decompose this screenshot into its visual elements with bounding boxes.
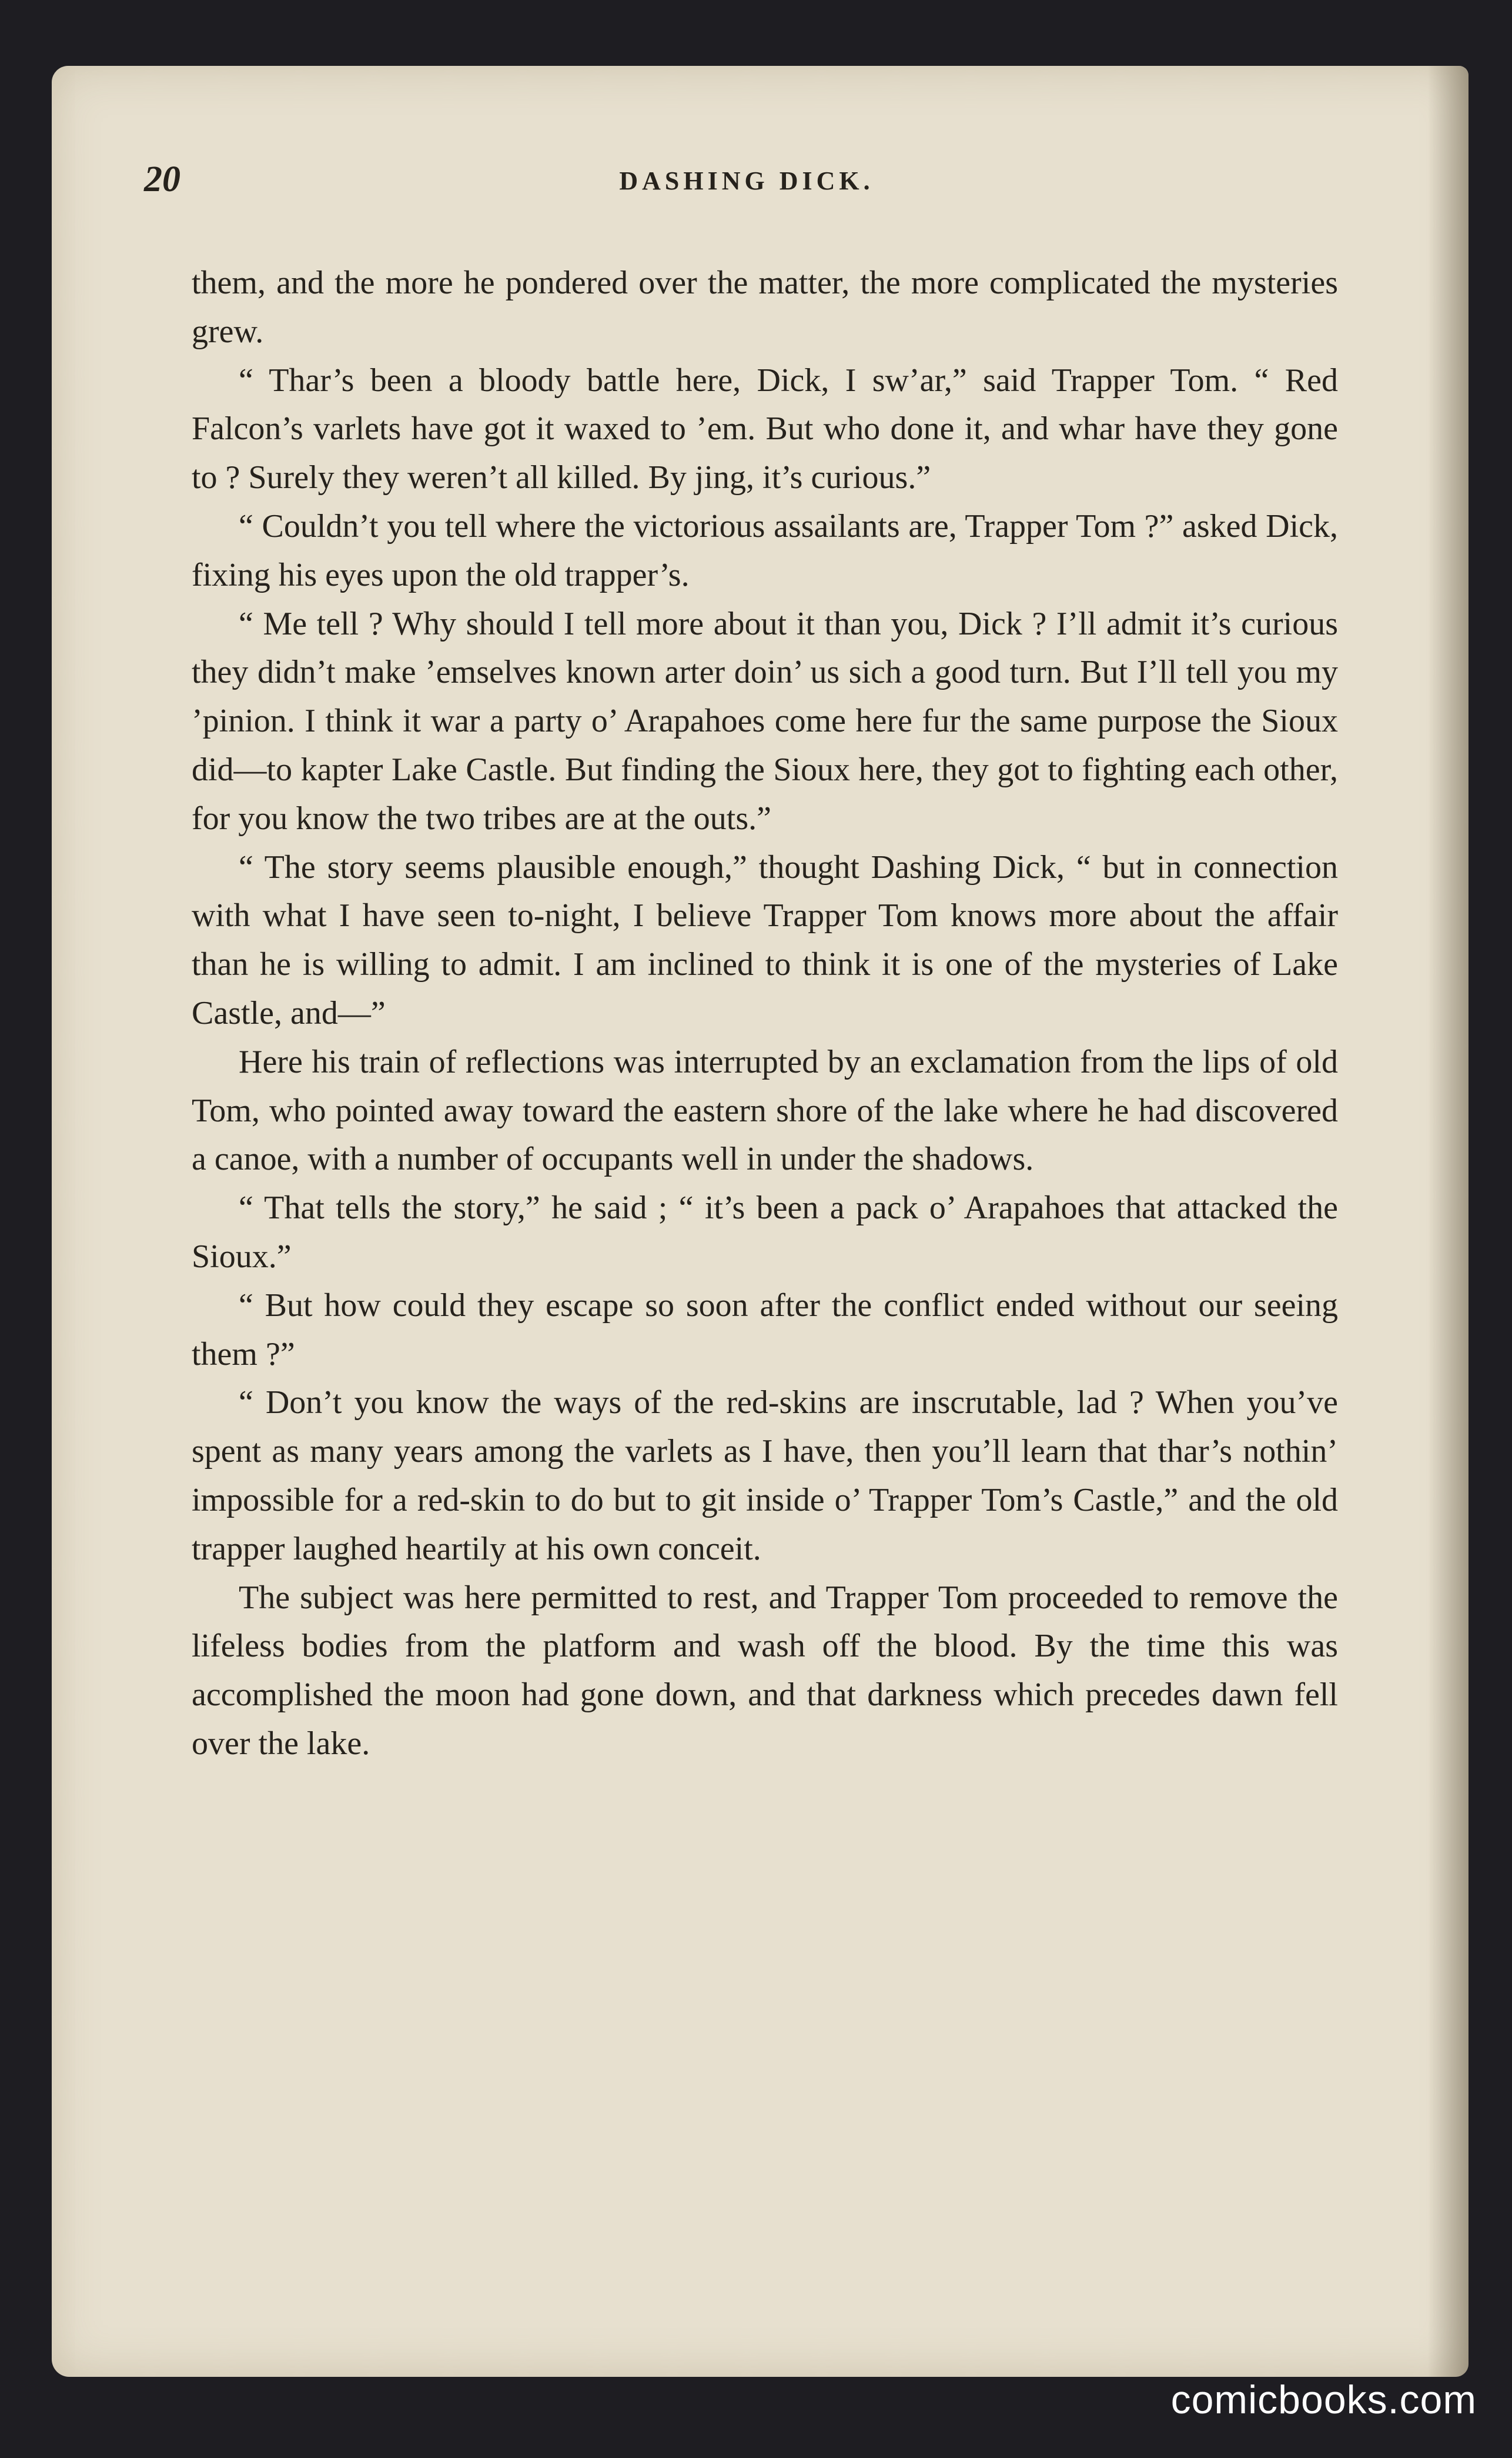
page-number: 20: [144, 159, 180, 199]
paragraph: “ But how could they escape so soon after the conflict ended without our seeing them ?”: [192, 1287, 1338, 1372]
paragraph: “ That tells the story,” he said ; “ it’s been a pack o’ Arapahoes that attacked the Sioux.”: [192, 1190, 1338, 1275]
paragraph: The subject was here permitted to rest, and Trapper Tom proceeded to remove the lifeless bodies from the platform and wash off the blood. By the time this was accomplished the moon had gone down, and that darkness which precedes dawn fell over the lake.: [192, 1579, 1338, 1762]
watermark: comicbooks.com: [1170, 2377, 1477, 2422]
running-head: [144, 159, 1349, 212]
body-text: [192, 259, 1338, 1768]
paragraph: “ Don’t you know the ways of the red-skins are inscrutable, lad ? When you’ve spent as many years among the varlets as I have, then you’ll learn that thar’s nothin’ impossible for a red-skin to do but to git inside o’ Trapper Tom’s Castle,” and the old trapper laughed heartily at his own conceit.: [192, 1384, 1338, 1567]
paragraph: them, and the more he pondered over the matter, the more complicated the mysteries grew.: [192, 265, 1338, 350]
paragraph: Here his train of reflections was interrupted by an exclamation from the lips of old Tom, who pointed away toward the eastern shore of the lake where he had discovered a canoe, with a number of occupants well in under the shadows.: [192, 1043, 1338, 1178]
paragraph: “ Me tell ? Why should I tell more about it than you, Dick ? I’ll admit it’s curious they didn’t make ’emselves known arter doin’ us sich a good turn. But I’ll tell you my ’pinion. I think it war a party o’ Arapahoes come here fur the same purpose the Sioux did—to kapter Lake Castle. But finding the Sioux here, they got to fighting each other, for you know the two tribes are at the outs.”: [192, 605, 1338, 837]
paragraph: “ The story seems plausible enough,” thought Dashing Dick, “ but in connection with what I have seen to-night, I believe Trapper Tom knows more about the affair than he is willing to admit. I am inclined to think it is one of the mysteries of Lake Castle, and—”: [192, 849, 1338, 1031]
paragraph: “ Couldn’t you tell where the victorious assailants are, Trapper Tom ?” asked Dick, fixing his eyes upon the old trapper’s.: [192, 507, 1338, 593]
paragraph: “ Thar’s been a bloody battle here, Dick, I sw’ar,” said Trapper Tom. “ Red Falcon’s varlets have got it waxed to ’em. But who done it, and whar have they gone to ? Surely they weren’t all killed. By jing, it’s curious.”: [192, 362, 1338, 496]
running-title: DASHING DICK.: [619, 166, 874, 195]
page-gutter-shadow: [1427, 66, 1468, 2377]
